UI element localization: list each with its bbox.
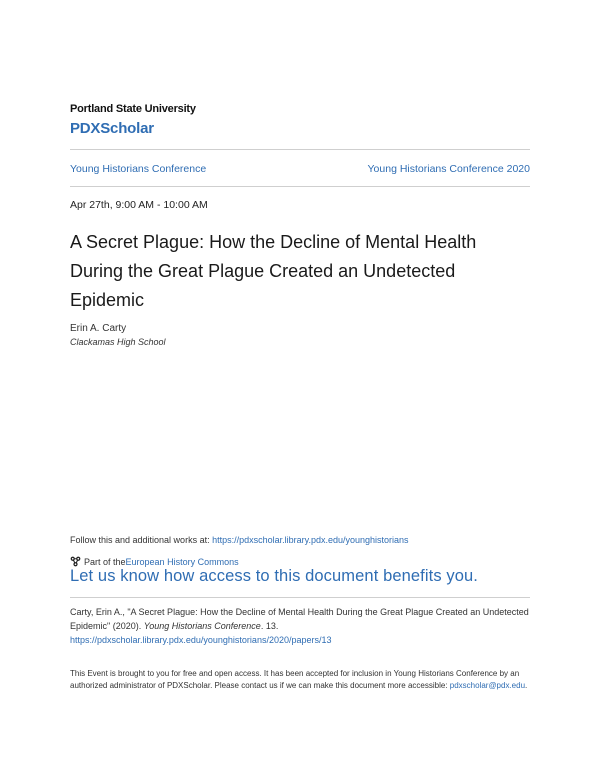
notice-text: This Event is brought to you for free and open access. It has been accepted for inclusion in Young Historians Conference by an authorized administrator of PDXScholar. Please contact us if we can make this document more accessible: [70,669,520,690]
citation-number: . 13. [260,621,279,631]
author-affiliation: Clackamas High School [70,337,166,347]
notice-end: . [525,681,528,690]
access-notice [70,668,530,692]
breadcrumb-conference-year[interactable]: Young Historians Conference 2020 [367,163,530,175]
author-name: Erin A. Carty [70,323,127,334]
citation-journal: Young Historians Conference [143,621,261,631]
recommended-citation [70,605,530,647]
contact-email-link[interactable]: pdxscholar@pdx.edu [449,681,526,690]
discipline-link[interactable]: European History Commons [125,556,239,567]
commons-network-icon [70,556,81,567]
event-date: Apr 27th, 9:00 AM - 10:00 AM [70,199,208,211]
part-of-line [70,556,239,567]
feedback-link[interactable]: Let us know how access to this document benefits you. [70,567,478,585]
follow-prefix: Follow this and additional works at: [70,535,213,545]
divider [70,597,530,598]
part-of-prefix: Part of the [84,556,126,567]
repository-brand[interactable]: PDXScholar [70,120,154,137]
collection-link[interactable]: https://pdxscholar.library.pdx.edu/younghistorians [212,535,409,545]
citation-text: Carty, Erin A., "A Secret Plague: How the Decline of Mental Health During the Great Plague Created an Undetected Epidemic" (2020). [70,607,529,631]
divider [70,149,530,150]
university-name: Portland State University [70,103,196,115]
citation-url[interactable]: https://pdxscholar.library.pdx.edu/younghistorians/2020/papers/13 [70,635,332,645]
divider [70,186,530,187]
follow-line [70,535,409,545]
document-title: A Secret Plague: How the Decline of Mental Health During the Great Plague Created an Undetected Epidemic [70,232,477,310]
breadcrumb-conference[interactable]: Young Historians Conference [70,163,207,175]
